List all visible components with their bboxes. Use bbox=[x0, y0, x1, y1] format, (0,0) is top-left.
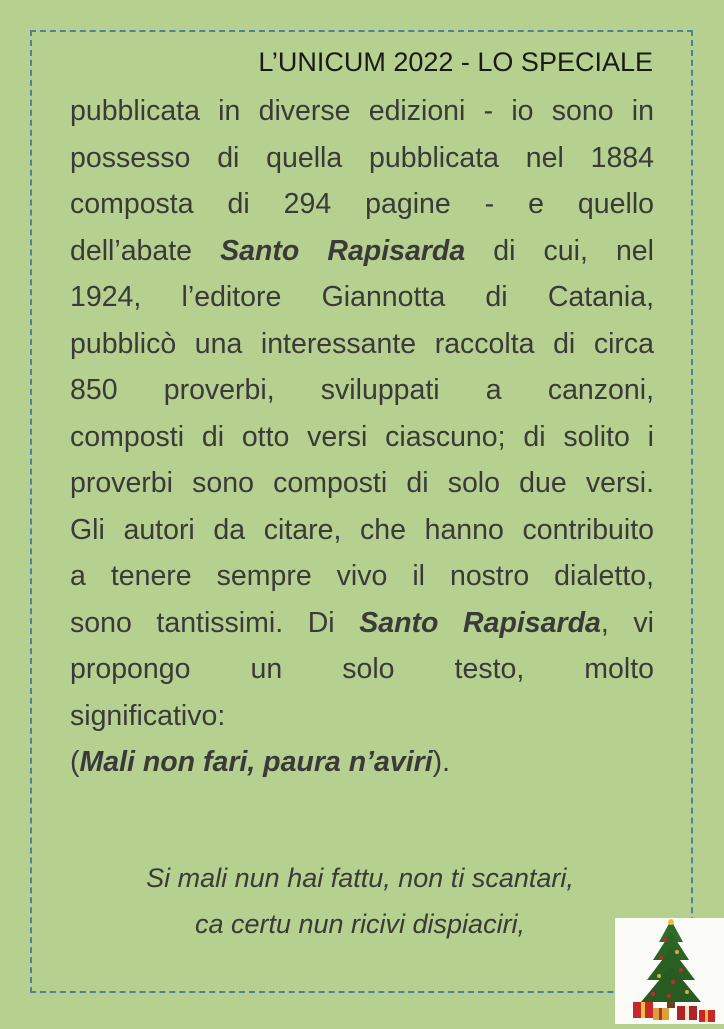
text-line: sono tantissimi. Di Santo Rapisarda, vi bbox=[70, 606, 654, 639]
text-line: significativo: bbox=[70, 699, 226, 732]
text-line: 850 proverbi, sviluppati a canzoni, bbox=[70, 374, 654, 406]
text-line: pubblicò una interessante raccolta di circa bbox=[70, 327, 654, 360]
text-line: composta di 294 pagine - e quello bbox=[70, 188, 654, 220]
text-line: proverbi sono composti di solo due versi. bbox=[70, 467, 654, 499]
text-line: composti di otto versi ciascuno; di solito i bbox=[70, 420, 654, 453]
text-line: 1924, l’editore Giannotta di Catania, bbox=[70, 281, 654, 313]
poem bbox=[60, 855, 660, 947]
poem-line: Si mali nun hai fattu, non ti scantari, bbox=[146, 863, 574, 893]
christmas-tree-icon bbox=[615, 918, 724, 1024]
text-line: pubblicata in diverse edizioni - io sono in bbox=[70, 95, 654, 127]
poem-line: ca certu nun ricivi dispiaciri, bbox=[194, 909, 526, 939]
text-line: dell’abate Santo Rapisarda di cui, nel bbox=[70, 234, 654, 267]
text-line: (Mali non fari, paura n’aviri). bbox=[70, 746, 451, 778]
poem-title: Mali non fari, paura n’aviri bbox=[79, 746, 433, 778]
article-body bbox=[70, 88, 654, 786]
text-line: Gli autori da citare, che hanno contribuito bbox=[70, 513, 654, 546]
author-name: Santo Rapisarda bbox=[220, 234, 466, 267]
text-line: possesso di quella pubblicata nel 1884 bbox=[70, 141, 654, 174]
text-line: propongo un solo testo, molto bbox=[70, 653, 654, 685]
text-line: a tenere sempre vivo il nostro dialetto, bbox=[70, 560, 654, 592]
page-header: L’UNICUM 2022 - LO SPECIALE bbox=[258, 47, 653, 77]
author-name: Santo Rapisarda bbox=[359, 606, 601, 639]
